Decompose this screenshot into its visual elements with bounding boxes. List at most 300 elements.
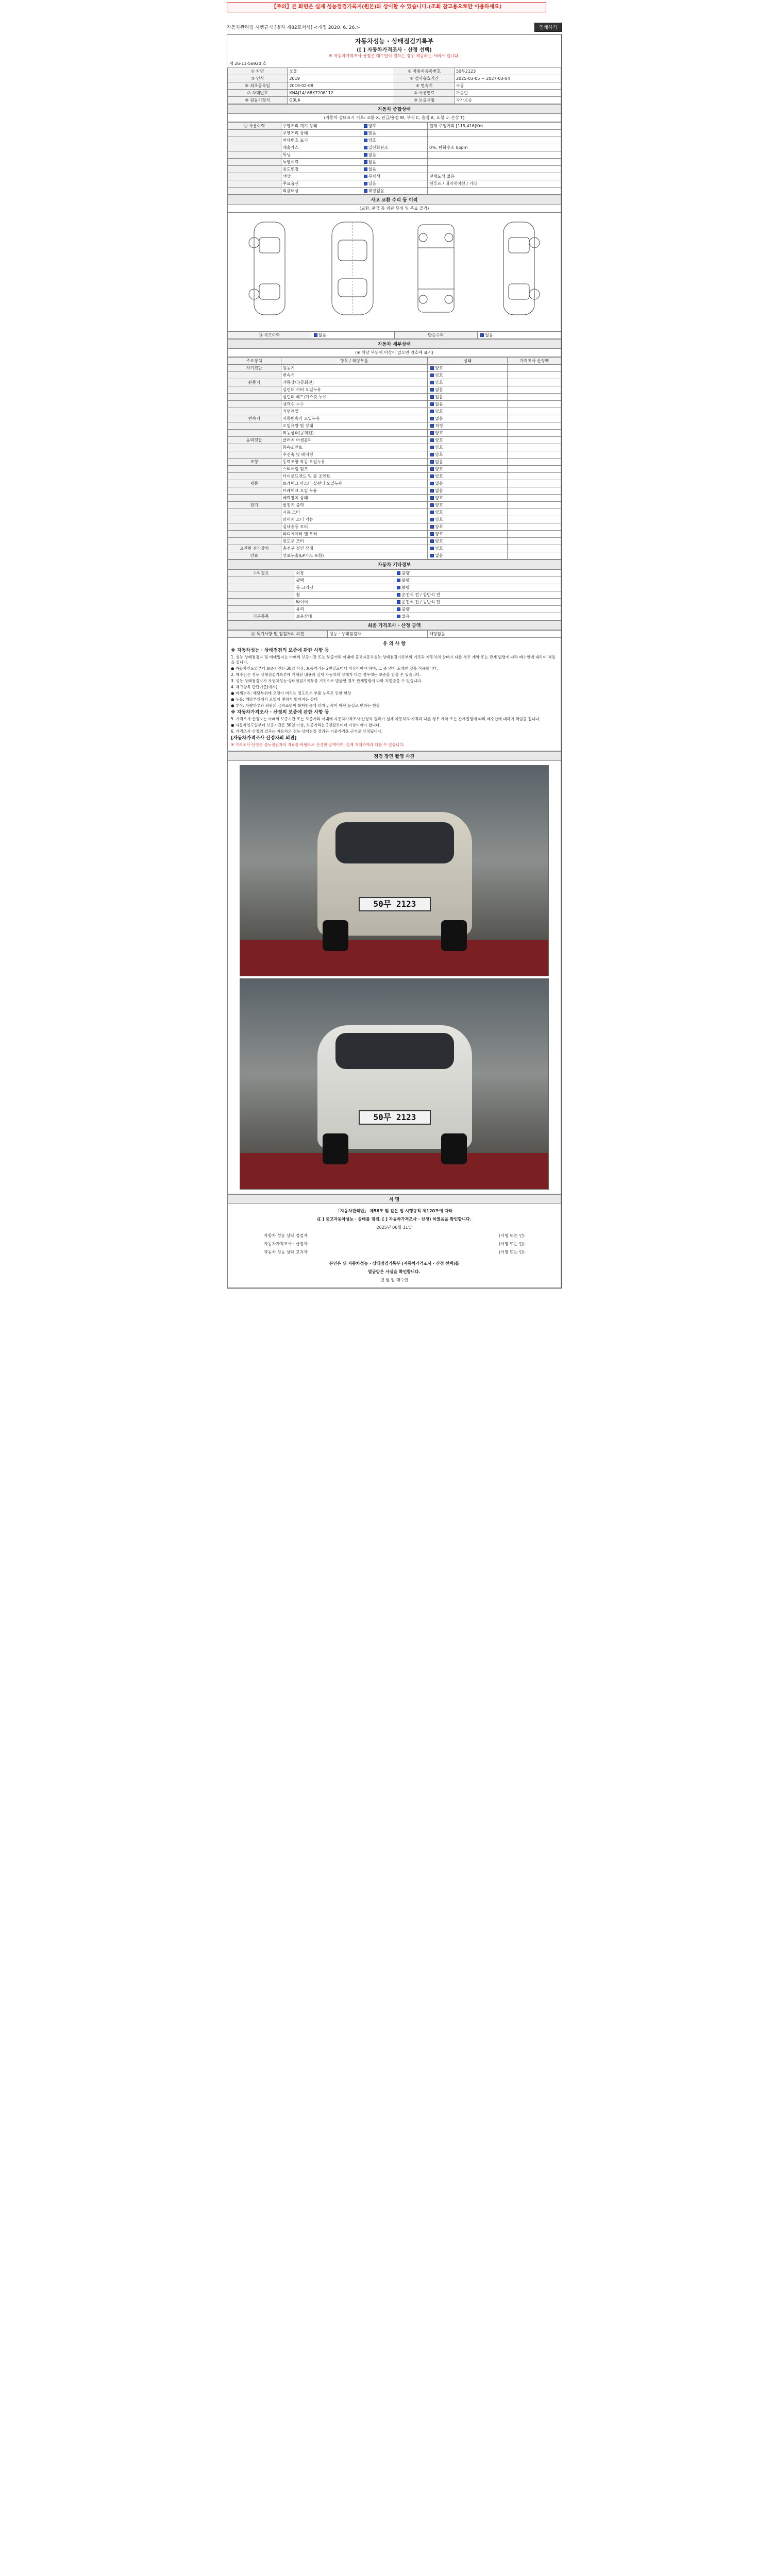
item-state: 무채색 — [368, 174, 380, 179]
group-label — [228, 166, 281, 173]
item-label: 차대번호 표기 — [281, 137, 361, 144]
part-label: 작동상태(공회전) — [281, 430, 428, 437]
field-value: 가솔린 — [454, 90, 561, 97]
section-title-accident: 사고 교환 수리 등 이력 — [227, 195, 561, 205]
table-row — [228, 509, 561, 516]
wheel — [441, 1133, 467, 1164]
part-state: 양호 — [435, 532, 443, 536]
part-state: 양호 — [435, 380, 443, 385]
checkbox-icon — [430, 446, 434, 449]
notice-sub1: ※ 자동차성능 · 상태점검의 보증에 관한 사항 등 — [231, 648, 329, 653]
item-label: 룸 크리닝 — [294, 584, 394, 591]
table-row — [228, 166, 561, 173]
checkbox-icon — [430, 532, 434, 536]
checkbox-icon — [430, 417, 434, 420]
section-title-signature: 서 명 — [227, 1194, 561, 1204]
checkbox-icon — [480, 333, 484, 337]
device-label — [228, 495, 281, 502]
notice-line: ● 누유: 해당부위에서 오일이 맺혀서 떨어지는 상태 — [231, 697, 318, 702]
checkbox-icon — [430, 474, 434, 478]
inspector-opinion: ※ 가격조사·산정은 성능점검자의 자료를 바탕으로 산정한 금액이며, 실제 거래가액과 다를 수 있습니다. — [231, 742, 405, 747]
table-row — [228, 570, 561, 577]
signature-row — [233, 1248, 556, 1257]
part-label: 작동상태(공회전) — [281, 379, 428, 386]
document-title: 자동차성능 · 상태점검기록부 — [355, 38, 434, 45]
device-label: 변속기 — [228, 415, 281, 422]
signature-field[interactable]: (서명 또는 인) — [499, 1233, 525, 1238]
table-row — [228, 538, 561, 545]
field-label: ① 차명 — [228, 68, 288, 75]
field-label: ⑩ 보증유형 — [394, 97, 454, 104]
table-row — [228, 151, 561, 159]
device-label — [228, 401, 281, 408]
device-label — [228, 444, 281, 451]
table-row — [228, 408, 561, 415]
checkbox-icon — [397, 571, 400, 575]
device-label — [228, 466, 281, 473]
notice-line: 4. 체크항목 판단기준(예시) — [231, 685, 278, 689]
group-label — [228, 188, 281, 195]
part-label: 오일유량 및 상태 — [281, 422, 428, 430]
price-cell — [508, 487, 561, 495]
notice-line: 1. 성능·상태점검자 및 매매업자는 아래의 보증기간 또는 보증거리 이내에 중고자동차성능·상태점검기록부의 기록과 자동차의 상태가 다른 경우 계약 또는 관계 법령에 따라 매수인에 대하여 책임을 집니다. — [231, 655, 556, 665]
device-label — [228, 538, 281, 545]
part-state: 양호 — [435, 474, 443, 479]
price-cell — [508, 523, 561, 531]
table-row — [228, 430, 561, 437]
part-state: 없음 — [435, 402, 443, 406]
checkbox-icon — [430, 381, 434, 384]
table-row — [228, 97, 561, 104]
part-label: 실린더 커버 오일누유 — [281, 386, 428, 394]
price-cell — [508, 401, 561, 408]
table-row — [228, 68, 561, 75]
table-row — [228, 495, 561, 502]
part-state: 양호 — [435, 431, 443, 435]
table-row — [228, 591, 561, 599]
group-label: 기본품목 — [228, 613, 294, 620]
signature-row — [233, 1232, 556, 1240]
section-sub-accident: (교환, 판금 등 외판 부위 및 주요 골격) — [227, 205, 561, 213]
part-state: 양호 — [435, 510, 443, 515]
part-label: 라디에이터 팬 모터 — [281, 531, 428, 538]
table-row — [228, 545, 561, 552]
item-detail — [428, 188, 561, 195]
field-label: ④ 검사유효기간 — [394, 75, 454, 82]
price-cell — [508, 451, 561, 459]
footer-line1: 본인은 위 자동차성능 · 상태점검기록부 (자동차가격조사 · 산정 선택)를 — [329, 1261, 460, 1266]
item-state: 양호 — [368, 138, 377, 143]
car-windshield — [335, 822, 454, 863]
group-label — [228, 159, 281, 166]
item-state: 없음 — [368, 160, 377, 164]
part-label: 브레이크 마스터 실린더 오일누유 — [281, 480, 428, 487]
part-label: 추진축 및 베어링 — [281, 451, 428, 459]
title-block — [227, 35, 561, 60]
part-state: 양호 — [435, 539, 443, 544]
device-label — [228, 422, 281, 430]
item-detail — [428, 137, 561, 144]
table-row — [228, 173, 561, 180]
device-label — [228, 372, 281, 379]
group-label — [228, 584, 294, 591]
notice-sub3: [자동차가격조사 산정자의 의견] — [231, 736, 297, 741]
car-other-side-diagram — [488, 217, 550, 320]
price-cell — [508, 466, 561, 473]
checkbox-icon — [364, 131, 367, 135]
field-label: ⑦ 차대번호 — [228, 90, 288, 97]
part-state: 양호 — [435, 452, 443, 457]
item-state: 불량 — [401, 585, 410, 590]
section-sub-overall: (자동차 상태표시 기호: 교환 X, 판금/용접 W, 부식 C, 흠집 A, 요철 U, 손상 T) — [227, 114, 561, 122]
checkbox-icon — [314, 333, 317, 337]
item-state: 많음 — [368, 131, 377, 135]
checkbox-icon — [430, 503, 434, 507]
item-label: 배출가스 — [281, 144, 361, 151]
group-label: ⑪ 사용이력 — [228, 123, 281, 130]
front-photo — [240, 765, 549, 976]
price-cell — [508, 437, 561, 444]
price-cell — [508, 502, 561, 509]
item-label: 주행거리 상태 — [281, 130, 361, 137]
checkbox-icon — [430, 438, 434, 442]
price-cell — [508, 473, 561, 480]
part-label: 연료누출(LP가스 포함) — [281, 552, 428, 560]
checkbox-icon — [364, 189, 367, 193]
part-label: 타이로드엔드 및 볼 조인트 — [281, 473, 428, 480]
checkbox-icon — [397, 579, 400, 582]
price-cell — [508, 386, 561, 394]
table-row — [228, 606, 561, 613]
item-state: 일산화탄소 — [368, 145, 389, 150]
checkbox-icon — [397, 586, 400, 589]
price-cell — [508, 372, 561, 379]
item-detail — [428, 130, 561, 137]
checkbox-icon — [430, 518, 434, 521]
device-label — [228, 531, 281, 538]
field-value: 자가보증 — [454, 97, 561, 104]
checkbox-icon — [430, 374, 434, 377]
part-label: 발전기 출력 — [281, 502, 428, 509]
device-label — [228, 516, 281, 523]
device-label — [228, 451, 281, 459]
part-state: 없음 — [435, 488, 443, 493]
group-label: 수리필요 — [228, 570, 294, 577]
table-row — [228, 144, 561, 151]
checkbox-icon — [430, 467, 434, 471]
license-plate: 50무 2123 — [359, 897, 431, 911]
table-row — [228, 487, 561, 495]
detail-status-table — [227, 357, 561, 560]
checkbox-icon — [430, 395, 434, 399]
signature-row — [233, 1240, 556, 1248]
table-row — [228, 577, 561, 584]
price-label: ⑬ 특기사항 및 점검자의 의견 — [228, 631, 328, 638]
checkbox-icon — [430, 402, 434, 406]
group-label — [228, 144, 281, 151]
photos-block — [227, 761, 561, 1194]
table-row — [228, 130, 561, 137]
checkbox-icon — [430, 511, 434, 514]
item-state: 운전석 전 / 동반석 전 — [401, 592, 441, 597]
group-label — [228, 591, 294, 599]
inspection-document — [227, 34, 562, 1289]
device-label — [228, 430, 281, 437]
table-row — [228, 613, 561, 620]
detail-header: 상태 — [428, 358, 508, 365]
table-row — [228, 415, 561, 422]
notice-line: ● 미세누유: 해당부위에 오일이 비치는 정도로서 부품 노후로 인한 현상 — [231, 691, 351, 696]
doc-number: 제 26-11-56920 호 — [229, 61, 267, 66]
checkbox-icon — [430, 460, 434, 464]
section-title-other: 자동차 기타정보 — [227, 560, 561, 569]
accident-history-table — [227, 331, 561, 339]
item-detail: 전체도색 없음 — [428, 173, 561, 180]
part-label: 동력조향 작동 오일누유 — [281, 459, 428, 466]
checkbox-icon — [364, 167, 367, 171]
checkbox-icon — [430, 424, 434, 428]
part-state: 양호 — [435, 438, 443, 443]
device-label: 전기 — [228, 502, 281, 509]
part-label: 클러치 어셈블리 — [281, 437, 428, 444]
device-label: 자기진단 — [228, 365, 281, 372]
part-label: 커먼레일 — [281, 408, 428, 415]
part-state: 양호 — [435, 445, 443, 450]
notice-line: 5. 가격조사·산정자는 아래의 보증기간 또는 보증거리 이내에 자동차가격조사·산정의 결과가 실제 자동차의 가격과 다른 경우 계약 또는 관계법령에 따라 매수인에 대하여 책임을 집니다. — [231, 717, 541, 721]
document-note: ※ 자동차가격조사 산정은 매수인이 원하는 경우 제공하는 서비스 입니다. — [329, 54, 460, 58]
part-state: 없음 — [435, 460, 443, 464]
price-cell — [508, 408, 561, 415]
footer-line2: 발급받은 사실을 확인합니다. — [368, 1269, 421, 1274]
item-detail: 현재 주행거리 [115,416]Km — [428, 123, 561, 130]
part-label: 실내송풍 모터 — [281, 523, 428, 531]
checkbox-icon — [364, 160, 367, 164]
item-state: 없음 — [368, 167, 377, 172]
notice-line: ● 자동차인도일부터 보증기간은 30일 이상, 보증거리는 2천킬로미터 이상이어야 합니다. — [231, 723, 381, 727]
device-label — [228, 394, 281, 401]
signature-date: 2025년 06월 11일 — [376, 1225, 412, 1230]
price-cell — [508, 552, 561, 560]
item-detail: 선루프 / 내비게이션 / 기타 — [428, 180, 561, 188]
part-label: 충전구 절연 상태 — [281, 545, 428, 552]
signer-role: 자동차 성능 상태 점검자 — [264, 1233, 308, 1238]
checkbox-icon — [430, 482, 434, 485]
checkbox-icon — [430, 496, 434, 500]
item-state: 운전석 전 / 동반석 전 — [401, 600, 441, 604]
field-value: G3LA — [288, 97, 394, 104]
group-label — [228, 577, 294, 584]
checkbox-icon — [430, 547, 434, 550]
signature-field[interactable]: (서명 또는 인) — [499, 1250, 525, 1255]
signer-role: 자동차가격조사 · 산정자 — [264, 1242, 308, 1246]
table-row — [228, 75, 561, 82]
item-state: 양호 — [368, 124, 377, 128]
checkbox-icon — [397, 615, 400, 618]
print-button[interactable]: 인쇄하기 — [534, 23, 562, 32]
checkbox-icon — [430, 539, 434, 543]
wheel — [323, 920, 348, 951]
checkbox-icon — [364, 175, 367, 178]
table-row — [228, 394, 561, 401]
price-cell — [508, 495, 561, 502]
device-label — [228, 487, 281, 495]
table-row — [228, 523, 561, 531]
part-label: 스티어링 펌프 — [281, 466, 428, 473]
wheel — [323, 1133, 348, 1164]
simple-repair-value: 없음 — [485, 333, 493, 337]
checkbox-icon — [430, 554, 434, 557]
rear-photo — [240, 978, 549, 1190]
checkbox-icon — [364, 182, 367, 185]
notice-line: 2. 매수인은 성능·상태점검기록부에 기재된 내용과 실제 자동차의 상태가 다른 경우에는 보증을 받을 수 있습니다. — [231, 672, 421, 677]
price-cell — [508, 545, 561, 552]
table-row — [228, 516, 561, 523]
group-label — [228, 151, 281, 159]
part-state: 없음 — [435, 387, 443, 392]
part-label: 등속조인트 — [281, 444, 428, 451]
detail-header: 주요장치 — [228, 358, 281, 365]
item-label: 외장 — [294, 570, 394, 577]
device-label: 동력전달 — [228, 437, 281, 444]
device-label — [228, 473, 281, 480]
checkbox-icon — [364, 146, 367, 149]
part-state: 적정 — [435, 423, 443, 428]
item-label: 리콜대상 — [281, 188, 361, 195]
field-label: ⑧ 사용연료 — [394, 90, 454, 97]
table-row — [228, 90, 561, 97]
item-label: 타이어 — [294, 599, 394, 606]
device-label — [228, 523, 281, 531]
item-detail — [428, 151, 561, 159]
checkbox-icon — [430, 525, 434, 529]
price-cell — [508, 538, 561, 545]
table-row — [228, 372, 561, 379]
item-label: 특별이력 — [281, 159, 361, 166]
section-sub-detail: (※ 해당 부위에 이상이 없으면 양호에 표시) — [227, 349, 561, 357]
simple-repair-label: 단순수리 — [394, 332, 478, 339]
table-row — [228, 159, 561, 166]
item-state: 불량 — [401, 607, 410, 612]
table-row — [228, 584, 561, 591]
detail-header: 가격조사 산정액 — [508, 358, 561, 365]
car-frame-diagram — [405, 217, 467, 320]
group-label — [228, 137, 281, 144]
table-row — [228, 123, 561, 130]
part-label: 냉각수 누수 — [281, 401, 428, 408]
group-label — [228, 130, 281, 137]
checkbox-icon — [430, 489, 434, 493]
price-cell — [508, 422, 561, 430]
device-label: 원동기 — [228, 379, 281, 386]
price-cell — [508, 444, 561, 451]
group-label — [228, 599, 294, 606]
car-rear-window — [335, 1033, 454, 1069]
table-row — [228, 444, 561, 451]
device-label — [228, 408, 281, 415]
license-plate: 50무 2123 — [359, 1110, 431, 1125]
item-state: 없음 — [368, 152, 377, 157]
signature-line2: ([ ] 중고자동차성능 · 상태를 점검, [ ] 자동차가격조사 · 산정) 하였음을 확인합니다. — [317, 1217, 472, 1222]
price-cell — [508, 531, 561, 538]
table-row — [228, 502, 561, 509]
notice-heading: 유 의 사 항 — [382, 641, 406, 647]
item-state: 해당없음 — [368, 189, 384, 193]
field-label: ③ 연식 — [228, 75, 288, 82]
detail-header: 항목 / 해당부품 — [281, 358, 428, 365]
table-row — [228, 473, 561, 480]
group-label — [228, 606, 294, 613]
signature-field[interactable]: (서명 또는 인) — [499, 1242, 525, 1246]
part-state: 없음 — [435, 416, 443, 421]
part-label: 원동기 — [281, 365, 428, 372]
part-state: 없음 — [435, 481, 443, 486]
part-state: 없음 — [435, 553, 443, 558]
part-label: 윈도우 모터 — [281, 538, 428, 545]
device-label: 연료 — [228, 552, 281, 560]
section-title-price: 최종 가격조사 · 산정 금액 — [227, 620, 561, 630]
price-inspector: 성능 · 상태점검자 — [328, 631, 428, 638]
part-state: 양호 — [435, 503, 443, 507]
car-diagrams — [227, 213, 561, 331]
item-label: 주행거리 계기 상태 — [281, 123, 361, 130]
notice-line: ● 자동차인도일부터 보증기간은 30일 이상, 보증거리는 2천킬로미터 이상이어야 하며, 그 중 먼저 도래한 것을 적용합니다. — [231, 666, 438, 671]
item-detail: 0%, 탄화수소 0ppm — [428, 144, 561, 151]
field-label: ⑨ 원동기형식 — [228, 97, 288, 104]
table-row — [228, 365, 561, 372]
device-label: 조향 — [228, 459, 281, 466]
item-state: 없음 — [401, 614, 410, 619]
table-row — [228, 82, 561, 90]
price-cell — [508, 459, 561, 466]
checkbox-icon — [430, 431, 434, 435]
notice-line: 3. 성능·상태점검자가 자동차성능·상태점검기록부를 거짓으로 발급한 경우 관계법령에 따라 처벌받을 수 있습니다. — [231, 679, 423, 683]
device-label — [228, 509, 281, 516]
part-label: 배력장치 상태 — [281, 495, 428, 502]
section-title-overall: 자동차 종합상태 — [227, 104, 561, 114]
table-row — [228, 180, 561, 188]
item-label: 용도변경 — [281, 166, 361, 173]
table-row — [228, 599, 561, 606]
accident-value: 없음 — [318, 333, 327, 337]
device-label — [228, 386, 281, 394]
item-state: 불량 — [401, 571, 410, 575]
price-table — [227, 630, 561, 638]
part-label: 변속기 — [281, 372, 428, 379]
field-value: 2025-03-05 ~ 2027-03-04 — [454, 75, 561, 82]
part-state: 양호 — [435, 517, 443, 522]
form-header — [227, 23, 562, 33]
table-row — [228, 466, 561, 473]
field-value: KNAJ14/ 68K7206112 — [288, 90, 394, 97]
checkbox-icon — [397, 600, 400, 604]
checkbox-icon — [364, 124, 367, 128]
checkbox-icon — [364, 153, 367, 157]
table-row — [228, 188, 561, 195]
notice-sub2: ※ 자동차가격조사 · 산정의 보증에 관한 사항 등 — [231, 710, 329, 715]
car-side-diagram — [239, 217, 300, 320]
table-row — [228, 552, 561, 560]
table-row — [228, 531, 561, 538]
part-state: 없음 — [435, 395, 443, 399]
checkbox-icon — [430, 453, 434, 456]
item-label: 보유상태 — [294, 613, 394, 620]
group-label — [228, 173, 281, 180]
part-label: 시동 모터 — [281, 509, 428, 516]
part-state: 양호 — [435, 546, 443, 551]
table-row — [228, 437, 561, 444]
car-top-diagram — [322, 217, 383, 320]
field-label: ⑤ 최초등록일 — [228, 82, 288, 90]
